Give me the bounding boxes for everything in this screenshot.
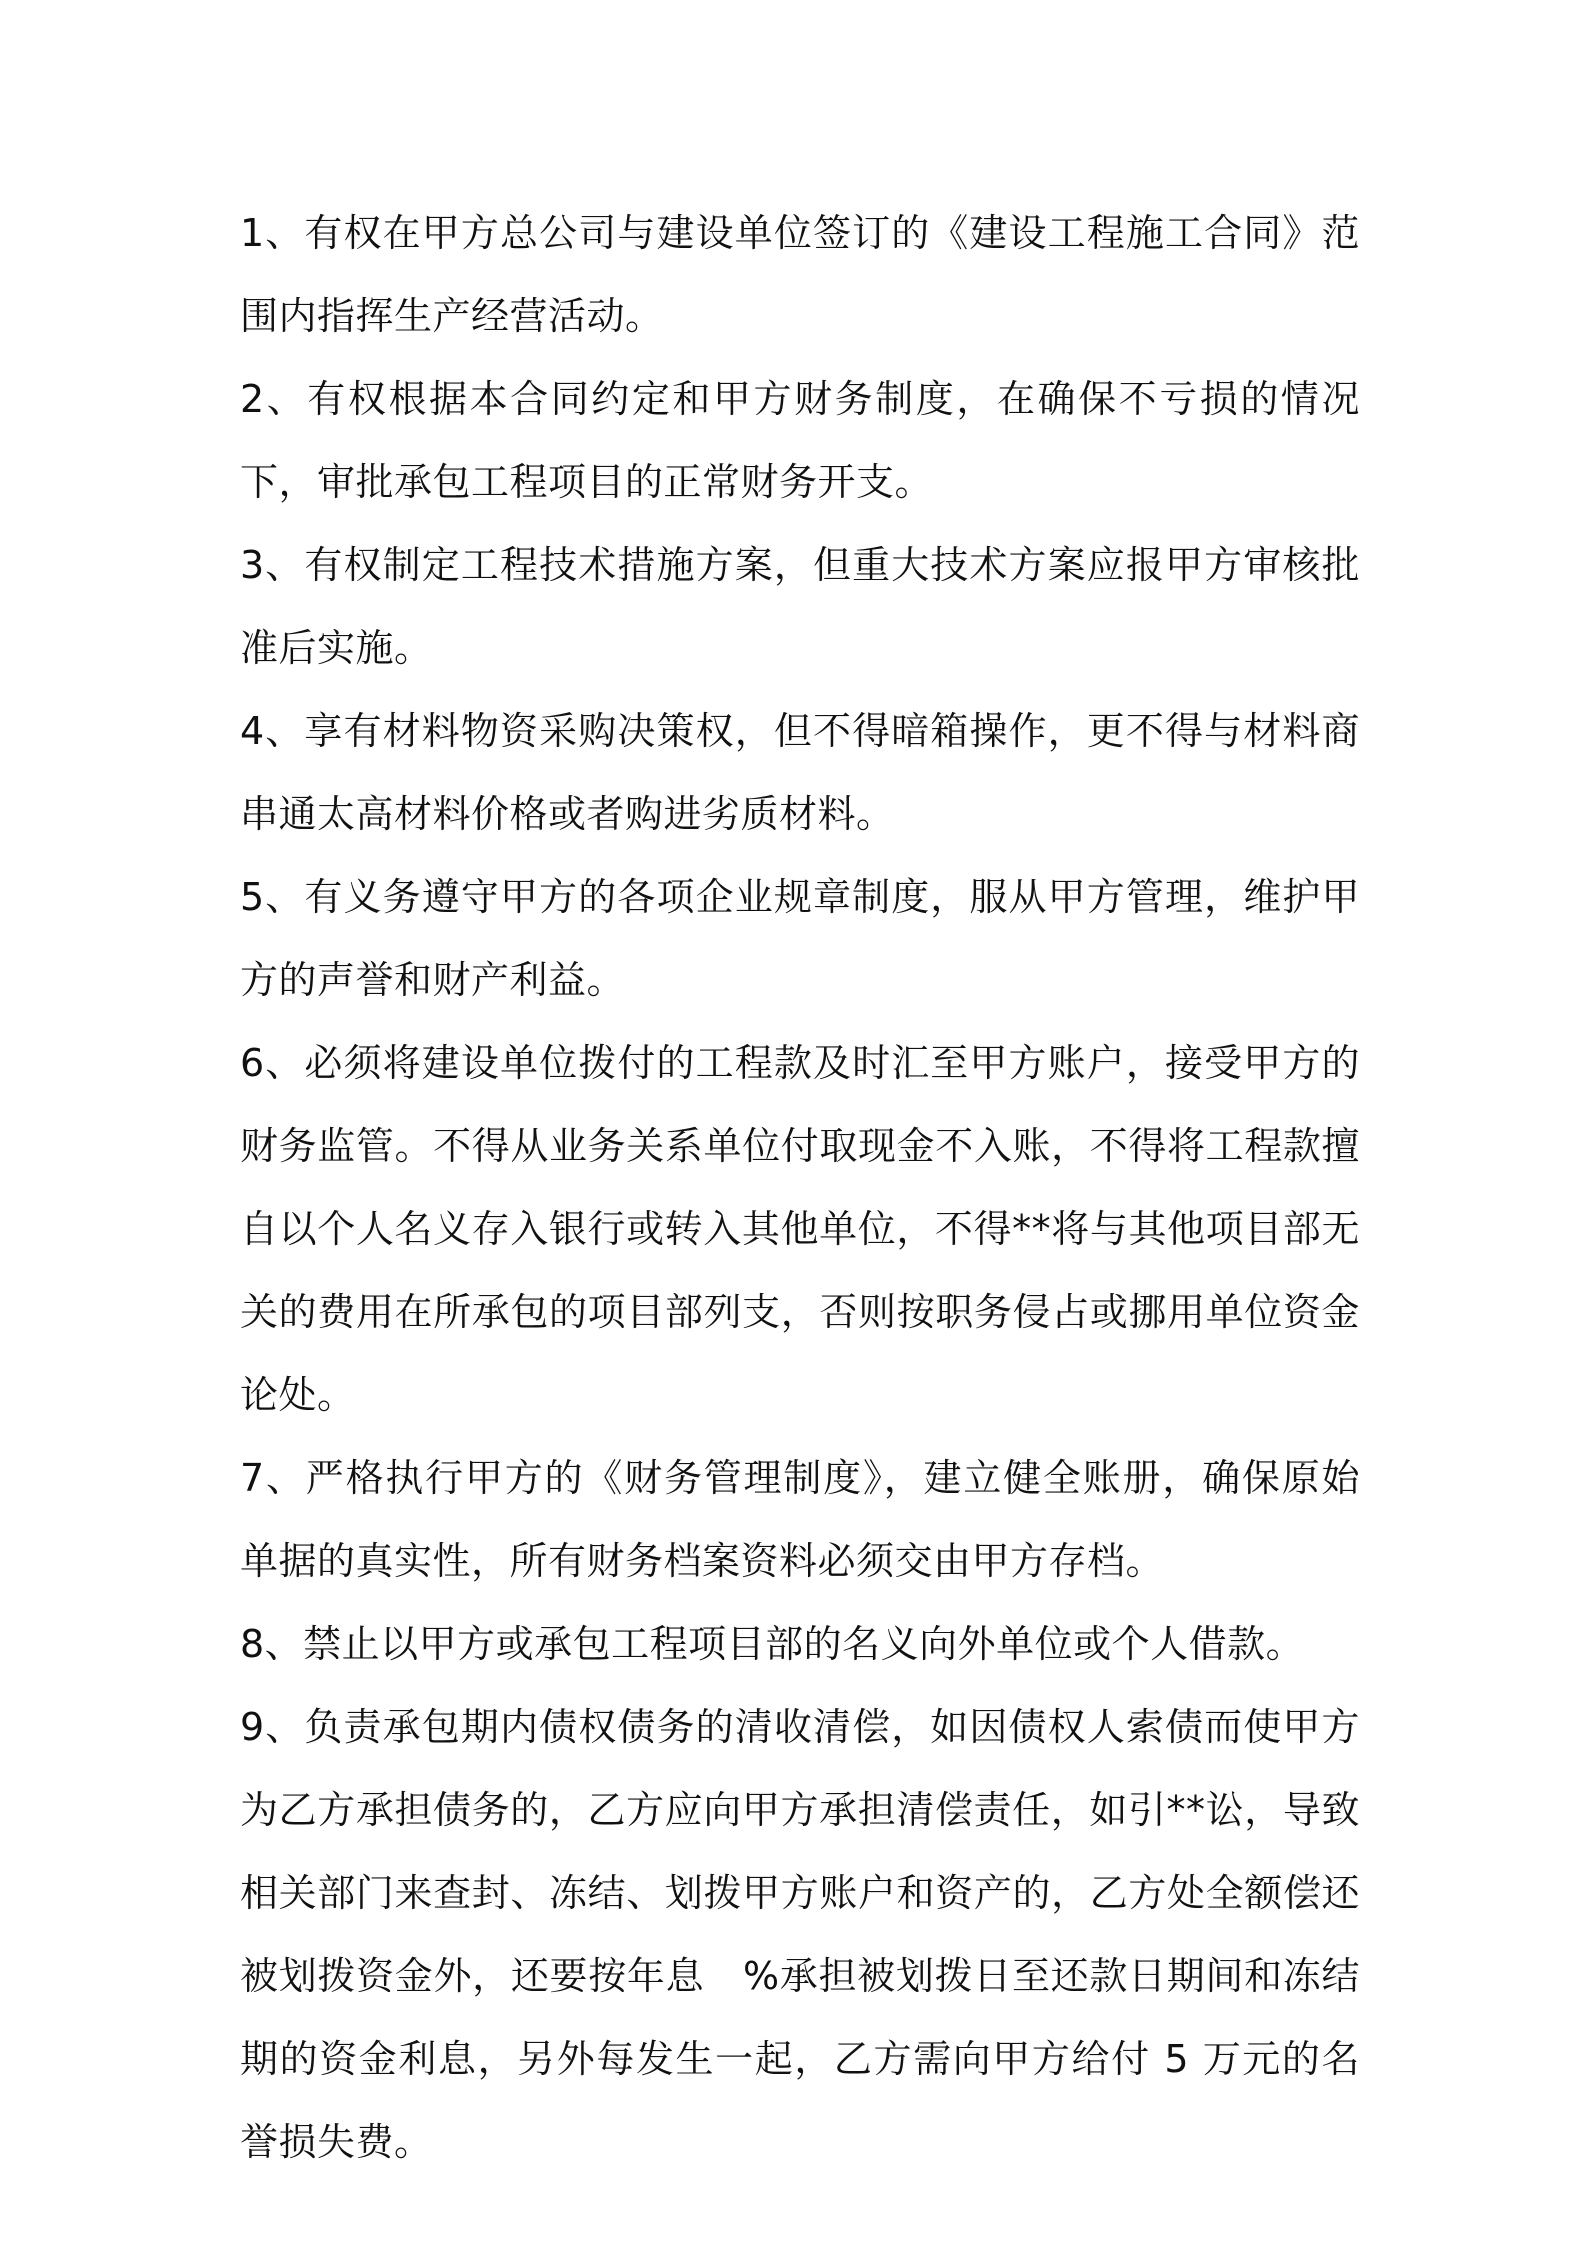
clause-7: 7、严格执行甲方的《财务管理制度》，建立健全账册，确保原始单据的真实性，所有财务档案资料必须交由甲方存档。 bbox=[240, 1456, 1360, 1583]
clause-list bbox=[240, 192, 1360, 2184]
clause-2: 2、有权根据本合同约定和甲方财务制度，在确保不亏损的情况下，审批承包工程项目的正常财务开支。 bbox=[240, 377, 1360, 504]
clause-9: 9、负责承包期内债权债务的清收清偿，如因债权人索债而使甲方为乙方承担债务的，乙方应向甲方承担清偿责任，如引**讼，导致相关部门来查封、冻结、划拨甲方账户和资产的，乙方处全额偿还被划拨资金外，还要按年息 %承担被划拨日至还款日期间和冻结期的资金利息，另外每发生一起，乙方需向甲方给付 5 万元的名誉损失费。 bbox=[240, 1705, 1360, 2164]
clause-3: 3、有权制定工程技术措施方案，但重大技术方案应报甲方审核批准后实施。 bbox=[240, 543, 1360, 670]
clause-1: 1、有权在甲方总公司与建设单位签订的《建设工程施工合同》范围内指挥生产经营活动。 bbox=[240, 211, 1360, 338]
clause-5: 5、有义务遵守甲方的各项企业规章制度，服从甲方管理，维护甲方的声誉和财产利益。 bbox=[240, 875, 1360, 1002]
clause-8: 8、禁止以甲方或承包工程项目部的名义向外单位或个人借款。 bbox=[240, 1622, 1305, 1666]
clause-4: 4、享有材料物资采购决策权，但不得暗箱操作，更不得与材料商串通太高材料价格或者购进劣质材料。 bbox=[240, 709, 1360, 836]
clause-6: 6、必须将建设单位拨付的工程款及时汇至甲方账户，接受甲方的财务监管。不得从业务关系单位付取现金不入账，不得将工程款擅自以个人名义存入银行或转入其他单位，不得**将与其他项目部无关的费用在所承包的项目部列支，否则按职务侵占或挪用单位资金论处。 bbox=[240, 1041, 1360, 1417]
